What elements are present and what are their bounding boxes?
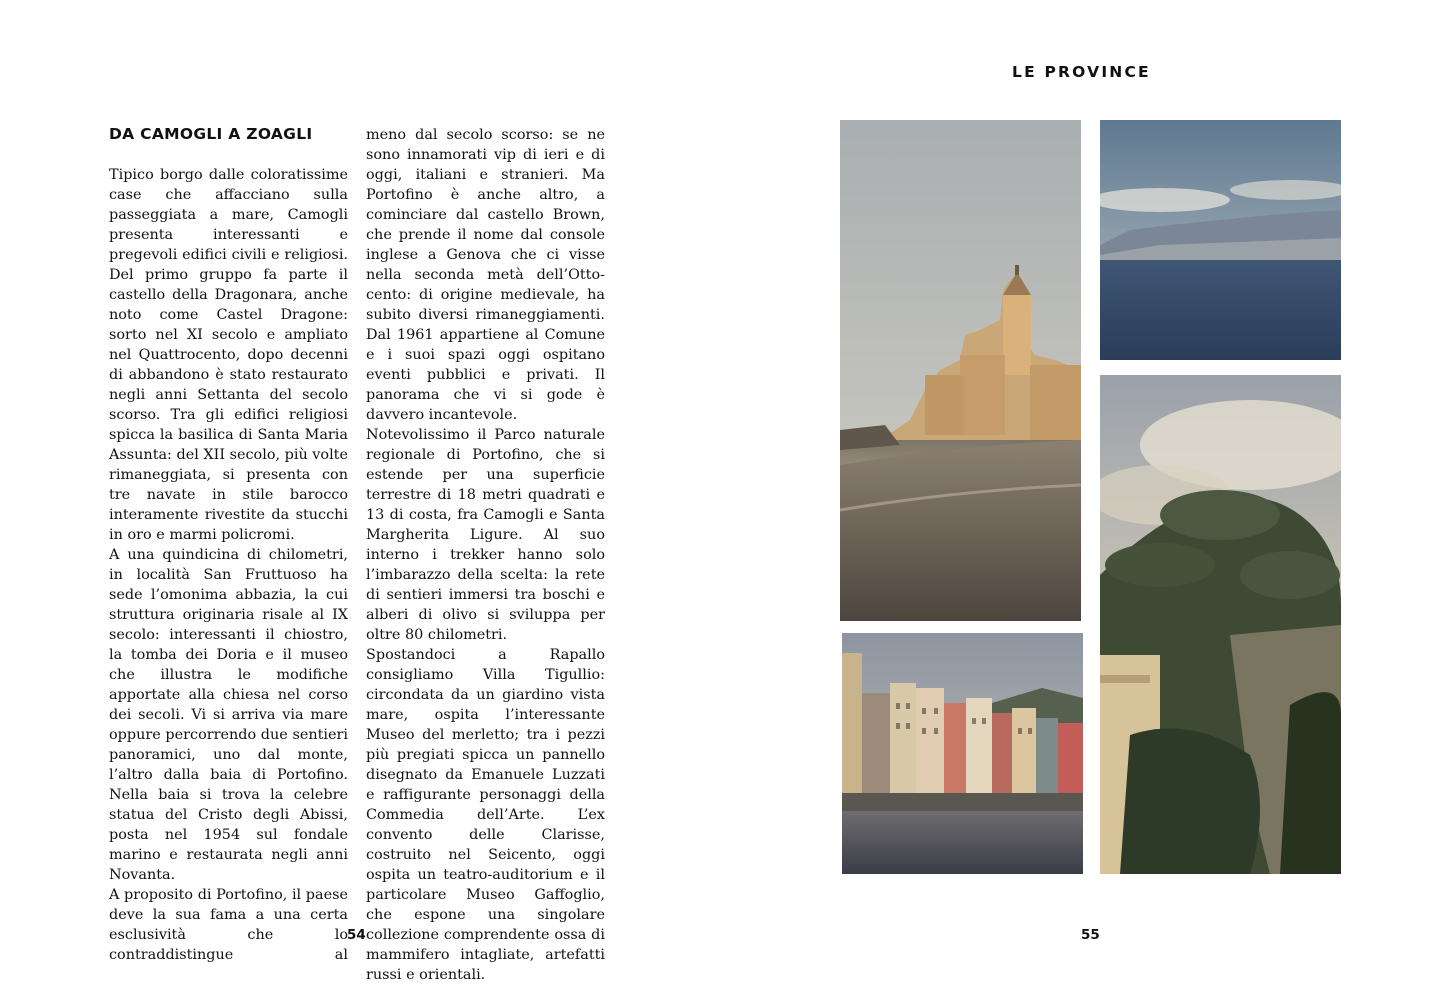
section-title: DA CAMOGLI A ZOAGLI	[109, 125, 313, 143]
photo-pine-cliff	[1100, 375, 1341, 874]
paragraph: Notevolissimo il Parco naturale regionale di Portofino, che si estende per una superficie terrestre di 18 metri quadrati e 13 di costa, fra Camogli e Santa Margherita Ligure. Al suo interno i trekker hanno solo l’imbarazzo della scelta: la rete di sentieri immersi tra boschi e alberi di olivo si sviluppa per oltre 80 chilometri.	[366, 427, 605, 643]
photo-basilica-beach	[840, 120, 1081, 621]
page-number-right: 55	[1081, 927, 1100, 943]
paragraph: A una quindicina di chilometri, in località San Fruttuoso ha sede l’omonima abbazia, la cui struttura originaria risale al IX secolo: interessanti il chiostro, la tomba dei Doria e il museo che illustra le modifiche apportate alla chiesa nel corso dei secoli. Vi si arriva via mare oppure percorrendo due sentieri panoramici, uno dal monte, l’altro dalla baia di Portofino. Nella baia si trova la celebre statua del Cristo degli Abissi, posta nel 1954 sul fondale marino e restaurata negli anni Novanta.	[109, 547, 348, 883]
photo-sea-coastline	[1100, 120, 1341, 360]
paragraph: meno dal secolo scorso: se ne sono innamorati vip di ieri e di oggi, italiani e stranieri. Ma Portofino è anche altro, a cominciare dal castello Brown, che prende il nome dal console inglese a Genova che ci visse nella seconda metà dell’Ottocento: di origine medievale, ha subito diversi rimaneggiamenti. Dal 1961 appartiene al Comune e i suoi spazi oggi ospitano eventi pubblici e privati. Il panorama che vi si gode è davvero incantevole.	[366, 127, 605, 423]
page-number-left: 54	[347, 927, 366, 943]
photo-harbor-houses	[842, 633, 1083, 874]
paragraph: A proposito di Portofino, il paese deve la sua fama a una certa esclusività che lo contraddistingue al	[109, 887, 348, 963]
running-head: LE PROVINCE	[1012, 63, 1151, 81]
paragraph: Tipico borgo dalle coloratissime case che affacciano sulla passeggiata a mare, Camogli presenta interessanti e pregevoli edifici civili e religiosi. Del primo gruppo fa parte il castello della Dragonara, anche noto come Castel Dragone: sorto nel XI secolo e ampliato nel Quattrocento, dopo decenni di abbandono è stato restaurato negli anni Settanta del secolo scorso. Tra gli edifici religiosi spicca la basilica di Santa Maria Assunta: del XII secolo, più volte rimaneggiata, si presenta con tre navate in stile barocco interamente rivestite da stucchi in oro e marmi policromi.	[109, 167, 348, 543]
paragraph: Spostandoci a Rapallo consigliamo Villa Tigullio: circondata da un giardino vista mare, ospita l’interessante Museo del merletto; tra i pezzi più pregiati spicca un pannello disegnato da Emanuele Luzzati e raffigurante personaggi della Commedia dell’Arte. L’ex convento delle Clarisse, costruito nel Seicento, oggi ospita un teatro-auditorium e il particolare Museo Gaffoglio, che espone una singolare collezione comprendente ossa di mammifero intagliate, artefatti russi e orientali.	[366, 647, 605, 983]
text-column-left	[109, 165, 348, 965]
text-column-right	[366, 125, 605, 985]
